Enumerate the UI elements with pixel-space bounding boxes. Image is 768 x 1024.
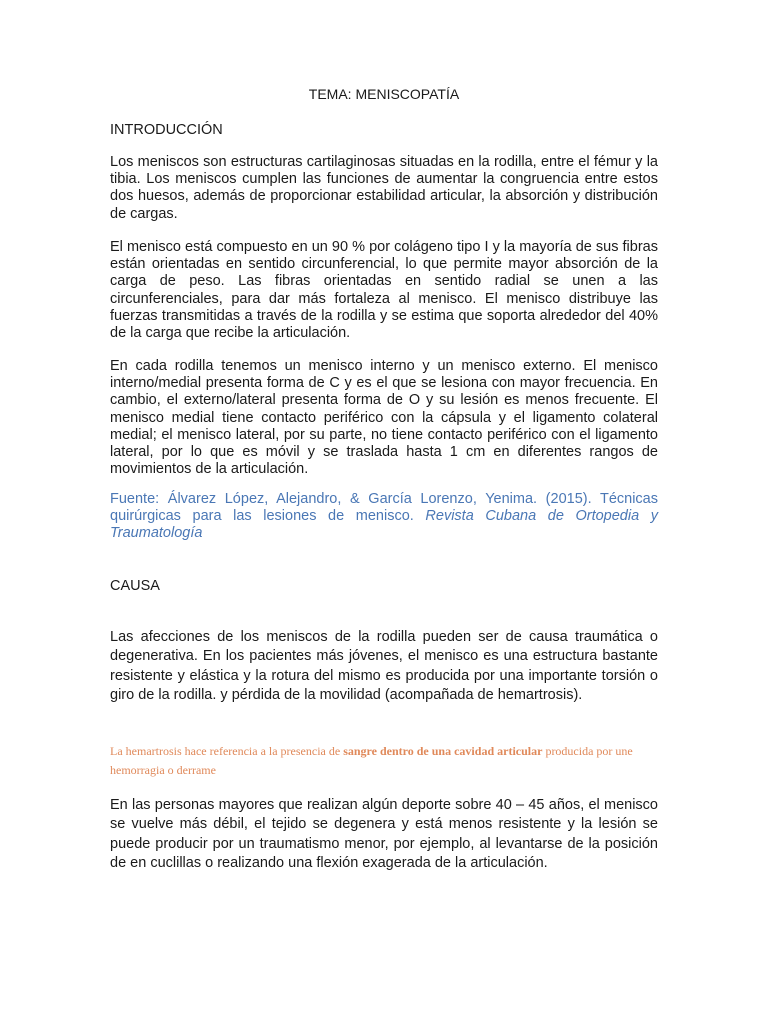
note-bold-text: sangre dentro de una cavidad articular: [343, 744, 543, 758]
note-text-2: producida por une hemorragia o derrame: [110, 744, 633, 777]
intro-paragraph-2: El menisco está compuesto en un 90 % por colágeno tipo I y la mayoría de sus fibras están orientadas en sentido circunferencial, lo que permite mayor absorción de la carga de peso. Las fibras orientadas en sentido radial se unen a las circunferenciales, para dar más fortaleza al menisco. El menisco distribuye las fuerzas transmitidas a través de la rodilla y se estima que soporta alrededor del 40% de la carga que recibe la articulación.: [110, 239, 658, 342]
intro-paragraph-1: Los meniscos son estructuras cartilaginosas situadas en la rodilla, entre el fémur y la tibia. Los meniscos cumplen las funciones de aumentar la congruencia entre estos dos huesos, además de proporcionar estabilidad articular, la absorción y distribución de cargas.: [110, 154, 658, 222]
source-citation: [110, 491, 658, 543]
intro-heading: INTRODUCCIÓN: [110, 122, 223, 138]
causa-paragraph-1: Las afecciones de los meniscos de la rodilla pueden ser de causa traumática o degenerativa. En los pacientes más jóvenes, el menisco es una estructura bastante resistente y elástica y la rotura del mismo es producida por una importante torsión o giro de la rodilla. y pérdida de la movilidad (acompañada de hemartrosis).: [110, 629, 658, 703]
source-text: Fuente: Álvarez López, Alejandro, & García Lorenzo, Yenima. (2015). Técnicas quirúrgicas para las lesiones de menisco.: [110, 491, 658, 525]
source-journal: Revista Cubana de Ortopedia y Traumatología: [110, 508, 658, 542]
causa-paragraph-2: En las personas mayores que realizan algún deporte sobre 40 – 45 años, el menisco se vuelve más débil, el tejido se degenera y está menos resistente y la lesión se puede producir por un traumatismo menor, por ejemplo, al levantarse de la posición de en cuclillas o realizando una flexión exagerada de la articulación.: [110, 797, 658, 871]
page-title: TEMA: MENISCOPATÍA: [308, 86, 460, 102]
note-text-1: La hemartrosis hace referencia a la presencia de: [110, 744, 344, 758]
causa-heading: CAUSA: [110, 578, 160, 594]
intro-paragraph-3: En cada rodilla tenemos un menisco interno y un menisco externo. El menisco interno/medial presenta forma de C y es el que se lesiona con mayor frecuencia. En cambio, el externo/lateral presenta forma de O y su lesión es menos frecuente. El menisco medial tiene contacto periférico con la cápsula y el ligamento colateral medial; el menisco lateral, por su parte, no tiene contacto periférico con el ligamento lateral, por lo que es móvil y se traslada hasta 1 cm en diferentes rangos de movimientos de la articulación.: [110, 358, 658, 478]
hemartrosis-note: [110, 742, 658, 780]
